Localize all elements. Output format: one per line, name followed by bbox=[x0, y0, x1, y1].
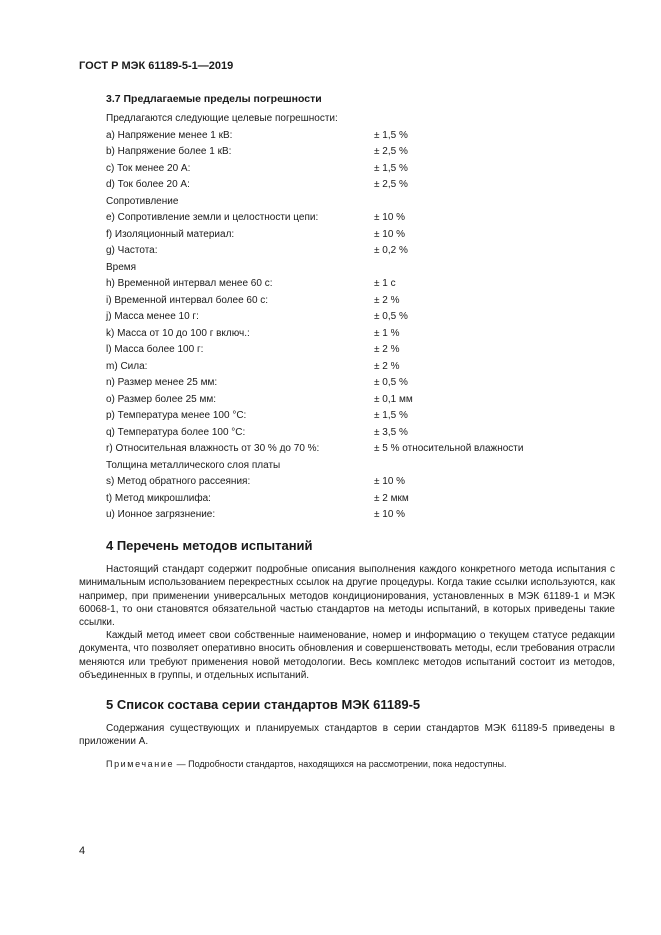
tolerance-label: d) Ток более 20 А: bbox=[106, 179, 190, 190]
tolerance-label: h) Временной интервал менее 60 с: bbox=[106, 278, 273, 289]
tolerance-value: ± 0,5 % bbox=[374, 377, 408, 388]
tolerance-row bbox=[106, 161, 616, 178]
tolerance-label: t) Метод микрошлифа: bbox=[106, 492, 211, 504]
tolerance-row bbox=[106, 177, 616, 194]
tolerance-row bbox=[106, 507, 616, 524]
tolerance-value: ± 2,5 % bbox=[374, 179, 408, 190]
tolerance-row bbox=[106, 128, 616, 145]
tolerance-row bbox=[106, 260, 616, 277]
tolerance-row bbox=[106, 408, 616, 425]
tolerance-label: r) Относительная влажность от 30 % до 70 %: bbox=[106, 443, 320, 454]
tolerance-row bbox=[106, 210, 616, 227]
tolerance-label: o) Размер более 25 мм: bbox=[106, 393, 217, 405]
tolerance-label: b) Напряжение более 1 кВ: bbox=[106, 146, 232, 157]
tolerance-label: j) Масса менее 10 г: bbox=[106, 311, 199, 322]
tolerance-value: ± 2,5 % bbox=[374, 146, 408, 157]
tolerance-row bbox=[106, 474, 616, 491]
tolerance-row bbox=[106, 243, 616, 260]
tolerance-value: ± 1,5 % bbox=[374, 410, 408, 421]
tolerance-label: l) Масса более 100 г: bbox=[106, 344, 204, 355]
tolerance-row bbox=[106, 326, 616, 343]
tolerance-label: e) Сопротивление земли и целостности цепи: bbox=[106, 212, 319, 223]
section-4-paragraph-2: Каждый метод имеет свои собственные наименование, номер и информацию о текущем статусе редакции документа, что позволяет оперативно вносить обновления и совершенствовать методы, если требования отрасли меняются или требуют применения новой методологии. Весь комплекс методов испытаний состоит из методов, объединенных в группы, и отдельных испытаний. bbox=[79, 630, 615, 681]
tolerance-value: ± 1 % bbox=[374, 327, 400, 339]
section-4-heading: 4 Перечень методов испытаний bbox=[106, 538, 313, 553]
tolerance-label: g) Частота: bbox=[106, 245, 158, 256]
tolerance-value: ± 2 % bbox=[374, 294, 400, 306]
tolerance-row bbox=[106, 441, 616, 458]
tolerance-value: ± 2 % bbox=[374, 360, 400, 372]
page-number: 4 bbox=[79, 845, 86, 857]
tolerance-row bbox=[106, 194, 616, 211]
tolerance-label: s) Метод обратного рассеяния: bbox=[106, 476, 251, 487]
tolerance-value: ± 2 мкм bbox=[374, 492, 409, 504]
note bbox=[106, 758, 616, 770]
tolerance-value: ± 0,2 % bbox=[374, 245, 408, 256]
section-4-paragraph-1: Настоящий стандарт содержит подробные описания выполнения каждого конкретного метода испытания с минимальным использованием перекрестных ссылок на другие процедуры. Когда такие ссылки используются, как например, при применении универсальных методов кондиционирования, установленных в МЭК 61189-1 и МЭК 60068-1, то они становятся обязательной частью стандартов на методы испытаний, в которых приведены такие ссылки. bbox=[79, 564, 615, 629]
tolerance-row bbox=[106, 359, 616, 376]
tolerance-row bbox=[106, 491, 616, 508]
tolerance-label: k) Масса от 10 до 100 г включ.: bbox=[106, 327, 250, 339]
tolerance-row bbox=[106, 375, 616, 392]
tolerance-label: q) Температура более 100 °С: bbox=[106, 426, 246, 438]
tolerance-value: ± 1,5 % bbox=[374, 129, 408, 141]
tolerance-value: ± 10 % bbox=[374, 509, 406, 520]
note-text: — Подробности стандартов, находящихся на рассмотрении, пока недоступны. bbox=[174, 759, 507, 769]
note-label: Примечание bbox=[106, 759, 175, 769]
tolerance-label: p) Температура менее 100 °С: bbox=[106, 410, 247, 421]
tolerance-label: Предлагаются следующие целевые погрешности: bbox=[106, 113, 338, 124]
tolerance-row bbox=[106, 342, 616, 359]
tolerance-label: Толщина металлического слоя платы bbox=[106, 459, 281, 471]
section-5-heading: 5 Список состава серии стандартов МЭК 61189-5 bbox=[106, 697, 421, 712]
tolerance-row bbox=[106, 276, 616, 293]
tolerance-value: ± 2 % bbox=[374, 344, 400, 355]
tolerance-label: i) Временной интервал более 60 с: bbox=[106, 294, 269, 306]
tolerance-value: ± 10 % bbox=[374, 476, 406, 487]
tolerance-label: c) Ток менее 20 А: bbox=[106, 162, 191, 174]
tolerance-row bbox=[106, 144, 616, 161]
tolerance-value: ± 1,5 % bbox=[374, 162, 408, 174]
tolerance-label: n) Размер менее 25 мм: bbox=[106, 377, 218, 388]
tolerance-label: m) Сила: bbox=[106, 360, 148, 372]
tolerance-label: f) Изоляционный материал: bbox=[106, 228, 235, 240]
tolerance-row bbox=[106, 458, 616, 475]
tolerance-value: ± 10 % bbox=[374, 212, 406, 223]
tolerance-value: ± 1 с bbox=[374, 278, 396, 289]
tolerance-label: a) Напряжение менее 1 кВ: bbox=[106, 129, 233, 141]
tolerance-list bbox=[106, 111, 616, 524]
tolerance-row bbox=[106, 392, 616, 409]
tolerance-value: ± 5 % относительной влажности bbox=[374, 443, 524, 454]
tolerance-value: ± 0,5 % bbox=[374, 311, 408, 322]
document-header: ГОСТ Р МЭК 61189-5-1—2019 bbox=[79, 60, 234, 72]
section-5-paragraph-1: Содержания существующих и планируемых стандартов в серии стандартов МЭК 61189-5 приведены в приложении А. bbox=[79, 723, 615, 748]
tolerance-label: Сопротивление bbox=[106, 195, 179, 207]
tolerance-value: ± 0,1 мм bbox=[374, 393, 413, 405]
tolerance-label: u) Ионное загрязнение: bbox=[106, 509, 216, 520]
tolerance-row bbox=[106, 111, 616, 128]
tolerance-value: ± 10 % bbox=[374, 228, 406, 240]
tolerance-value: ± 3,5 % bbox=[374, 426, 408, 438]
tolerance-row bbox=[106, 309, 616, 326]
tolerance-label: Время bbox=[106, 261, 137, 273]
tolerance-row bbox=[106, 227, 616, 244]
tolerance-row bbox=[106, 293, 616, 310]
section-3-7-title: 3.7 Предлагаемые пределы погрешности bbox=[106, 93, 322, 105]
tolerance-row bbox=[106, 425, 616, 442]
